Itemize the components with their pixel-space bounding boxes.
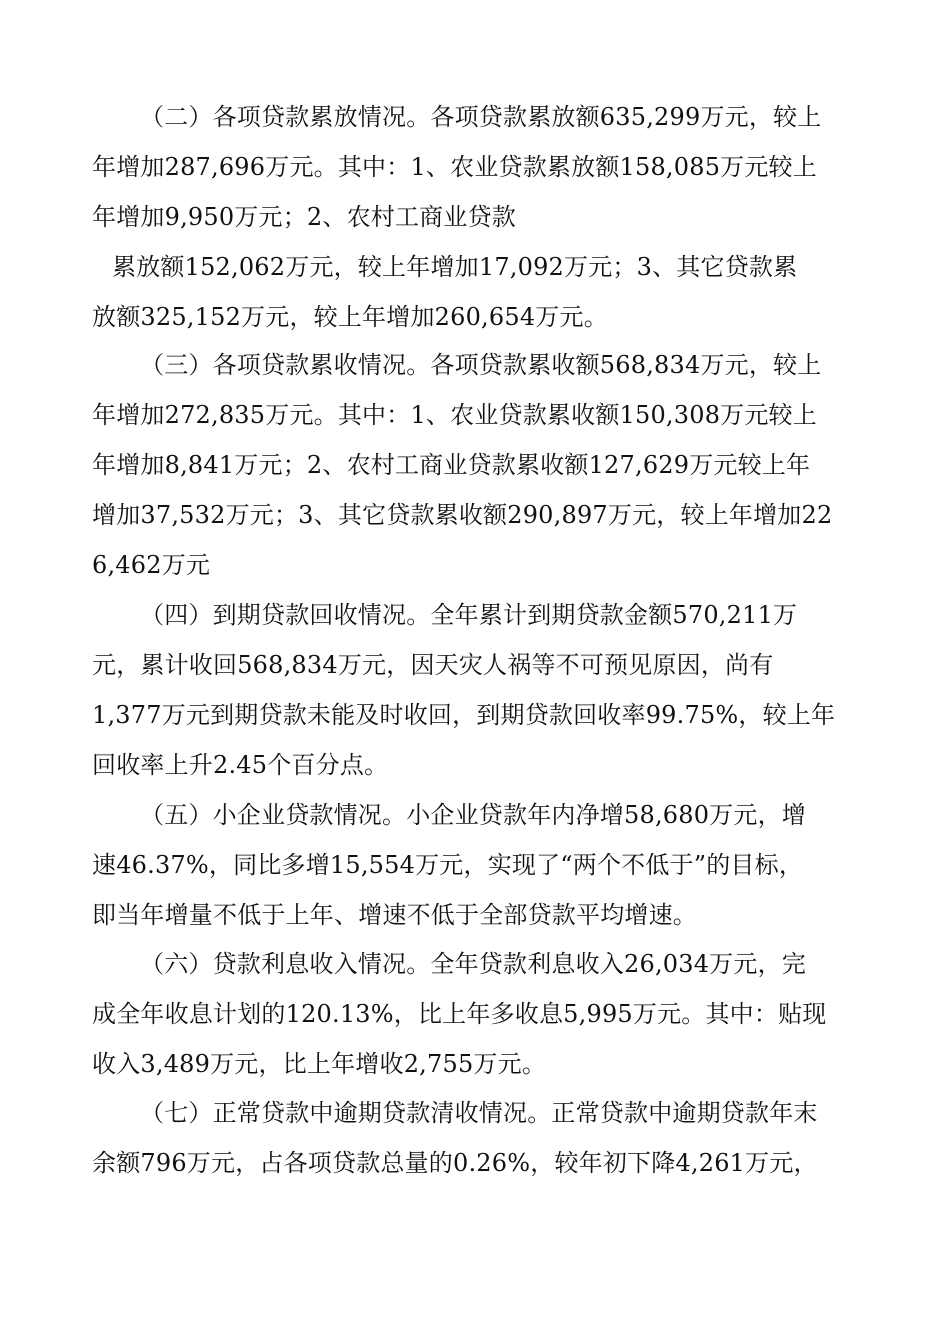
paragraph-5-line-3: 即当年增量不低于上年、增速不低于全部贷款平均增速。 <box>92 901 697 929</box>
paragraph-2-line-3: 年增加9,950万元；2、农村工商业贷款 <box>92 203 516 231</box>
paragraph-3-line-4: 增加37,532万元；3、其它贷款累收额290,897万元，较上年增加22 <box>92 501 833 529</box>
paragraph-2-line-2: 年增加287,696万元。其中：1、农业贷款累放额158,085万元较上 <box>92 153 817 181</box>
paragraph-3-line-5: 6,462万元 <box>92 551 211 579</box>
paragraph-2b-line-1: 累放额152,062万元，较上年增加17,092万元；3、其它贷款累 <box>112 253 798 281</box>
paragraph-2b-line-2: 放额325,152万元，较上年增加260,654万元。 <box>92 303 608 331</box>
paragraph-5-line-1: （五）小企业贷款情况。小企业贷款年内净增58,680万元，增 <box>140 801 806 829</box>
paragraph-6-line-2: 成全年收息计划的120.13%，比上年多收息5,995万元。其中：贴现 <box>92 1000 827 1028</box>
paragraph-7-line-1: （七）正常贷款中逾期贷款清收情况。正常贷款中逾期贷款年末 <box>140 1099 818 1127</box>
paragraph-7-line-2: 余额796万元，占各项贷款总量的0.26%，较年初下降4,261万元， <box>92 1149 818 1177</box>
paragraph-3-line-1: （三）各项贷款累收情况。各项贷款累收额568,834万元，较上 <box>140 351 822 379</box>
paragraph-4-line-4: 回收率上升2.45个百分点。 <box>92 751 389 779</box>
paragraph-3-line-2: 年增加272,835万元。其中：1、农业贷款累收额150,308万元较上 <box>92 401 817 429</box>
paragraph-4-line-1: （四）到期贷款回收情况。全年累计到期贷款金额570,211万 <box>140 601 798 629</box>
paragraph-4-line-3: 1,377万元到期贷款未能及时收回，到期贷款回收率99.75%，较上年 <box>92 701 836 729</box>
paragraph-2-line-1: （二）各项贷款累放情况。各项贷款累放额635,299万元，较上 <box>140 103 822 131</box>
paragraph-6-line-1: （六）贷款利息收入情况。全年贷款利息收入26,034万元，完 <box>140 950 806 978</box>
paragraph-5-line-2: 速46.37%，同比多增15,554万元，实现了“两个不低于”的目标， <box>92 851 804 879</box>
paragraph-3-line-3: 年增加8,841万元；2、农村工商业贷款累收额127,629万元较上年 <box>92 451 811 479</box>
paragraph-4-line-2: 元，累计收回568,834万元，因天灾人祸等不可预见原因，尚有 <box>92 651 774 679</box>
paragraph-6-line-3: 收入3,489万元，比上年增收2,755万元。 <box>92 1050 547 1078</box>
